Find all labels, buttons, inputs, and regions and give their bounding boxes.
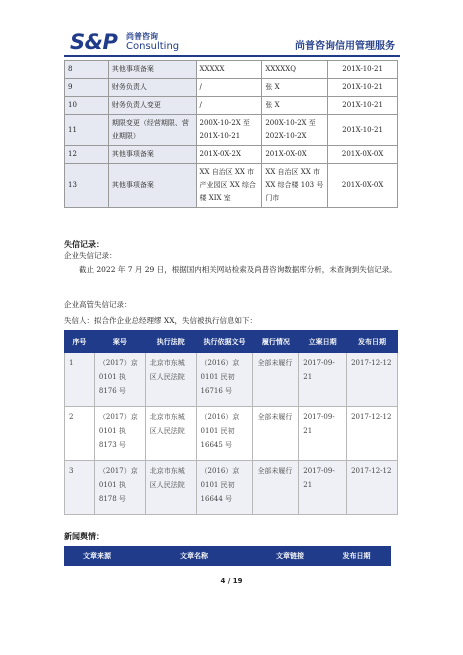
table-cell-case: （2017）京 0101 执 8176 号	[94, 353, 145, 407]
table-cell-no: 3	[65, 461, 95, 515]
table-row	[65, 115, 398, 146]
table-cell-published: 2017-12-12	[347, 353, 398, 407]
header-title: 尚普咨询信用管理服务	[295, 41, 395, 52]
table-cell-date: 201X-10-21	[328, 115, 398, 146]
table-cell-after: XX 自治区 XX 市 XX 综合楼 103 号门市	[262, 164, 328, 208]
table-cell-basis: （2016）京 0101 民初 16716 号	[196, 353, 253, 407]
table-cell-before: 201X-0X-2X	[196, 146, 262, 164]
logo-chinese-name: 尚普咨询	[126, 32, 158, 41]
table-cell-before: XXXXX	[196, 61, 262, 79]
column-header: 案号	[94, 331, 145, 353]
table-cell-court: 北京市东城区人民法院	[145, 461, 196, 515]
news-section-title: 新闻舆情：	[64, 531, 104, 541]
table-row	[65, 79, 398, 97]
column-header: 文章来源	[64, 546, 130, 566]
table-cell-court: 北京市东城区人民法院	[145, 353, 196, 407]
table-cell-item: 财务负责人变更	[108, 97, 196, 115]
table-cell-before: /	[196, 97, 262, 115]
page-header	[0, 0, 463, 58]
table-cell-no: 1	[65, 353, 95, 407]
column-header: 文章链接	[258, 546, 322, 566]
table-cell-after: 200X-10-2X 至 202X-10-2X	[262, 115, 328, 146]
news-table	[64, 546, 391, 566]
table-cell-no: 9	[65, 79, 109, 97]
column-header: 序号	[65, 331, 95, 353]
table-cell-date: 201X-0X-0X	[328, 164, 398, 208]
column-header: 执行法院	[145, 331, 196, 353]
table-header-row	[65, 331, 398, 353]
table-cell-no: 11	[65, 115, 109, 146]
column-header: 执行依据文号	[196, 331, 253, 353]
table-cell-no: 8	[65, 61, 109, 79]
table-row	[65, 146, 398, 164]
column-header: 发布日期	[347, 331, 398, 353]
table-row	[65, 407, 398, 461]
table-row	[65, 461, 398, 515]
column-header: 发布日期	[322, 546, 391, 566]
table-header-row	[64, 546, 391, 566]
company-dishonest-label: 企业失信记录：	[64, 251, 117, 260]
table-row	[65, 61, 398, 79]
table-cell-filed: 2017-09-21	[299, 461, 347, 515]
change-record-table	[64, 60, 398, 208]
table-cell-no: 10	[65, 97, 109, 115]
table-row	[65, 353, 398, 407]
table-cell-published: 2017-12-12	[347, 461, 398, 515]
table-cell-date: 201X-0X-0X	[328, 146, 398, 164]
executive-dishonest-label: 企业高管失信记录：	[64, 300, 132, 309]
page-number: 4 / 19	[220, 577, 243, 585]
table-cell-after: 201X-0X-0X	[262, 146, 328, 164]
table-cell-filed: 2017-09-21	[299, 353, 347, 407]
table-cell-basis: （2016）京 0101 民初 16645 号	[196, 407, 253, 461]
dishonest-section-title: 失信记录：	[64, 239, 104, 249]
table-cell-no: 2	[65, 407, 95, 461]
dishonest-executive-table	[64, 330, 398, 515]
table-cell-filed: 2017-09-21	[299, 407, 347, 461]
table-cell-status: 全部未履行	[253, 461, 299, 515]
logo-mark: S&P	[70, 30, 118, 54]
company-logo	[70, 30, 190, 56]
table-cell-before: XX 自治区 XX 市产业园区 XX 综合楼 XIX 室	[196, 164, 262, 208]
table-cell-date: 201X-10-21	[328, 61, 398, 79]
table-cell-date: 201X-10-21	[328, 79, 398, 97]
table-cell-case: （2017）京 0101 执 8173 号	[94, 407, 145, 461]
table-cell-item: 其他事项备案	[108, 164, 196, 208]
table-cell-after: 张 X	[262, 97, 328, 115]
table-cell-published: 2017-12-12	[347, 407, 398, 461]
table-cell-item: 其他事项备案	[108, 61, 196, 79]
column-header: 履行情况	[253, 331, 299, 353]
table-cell-after: XXXXXQ	[262, 61, 328, 79]
table-cell-status: 全部未履行	[253, 407, 299, 461]
table-cell-before: /	[196, 79, 262, 97]
table-cell-item: 期限变更（经营期限、营业期限）	[108, 115, 196, 146]
table-cell-before: 200X-10-2X 至 201X-10-21	[196, 115, 262, 146]
table-cell-case: （2017）京 0101 执 8178 号	[94, 461, 145, 515]
table-row	[65, 97, 398, 115]
column-header: 文章名称	[130, 546, 258, 566]
table-cell-no: 12	[65, 146, 109, 164]
table-cell-status: 全部未履行	[253, 353, 299, 407]
table-row	[65, 164, 398, 208]
header-divider	[64, 55, 400, 57]
column-header: 立案日期	[299, 331, 347, 353]
company-dishonest-text: 截止 2022 年 7 月 29 日，根据国内相关网站检索及尚普咨询数据库分析，未查询到失信记录。	[79, 265, 397, 274]
table-cell-date: 201X-10-21	[328, 97, 398, 115]
table-cell-item: 其他事项备案	[108, 146, 196, 164]
table-cell-basis: （2016）京 0101 民初 16644 号	[196, 461, 253, 515]
dishonest-person-text: 失信人：拟合作企业总经理缪 XX，失信被执行信息如下：	[64, 316, 258, 325]
table-cell-item: 财务负责人	[108, 79, 196, 97]
table-cell-no: 13	[65, 164, 109, 208]
table-cell-court: 北京市东城区人民法院	[145, 407, 196, 461]
table-cell-after: 张 X	[262, 79, 328, 97]
logo-english-name: Consulting	[126, 41, 180, 52]
